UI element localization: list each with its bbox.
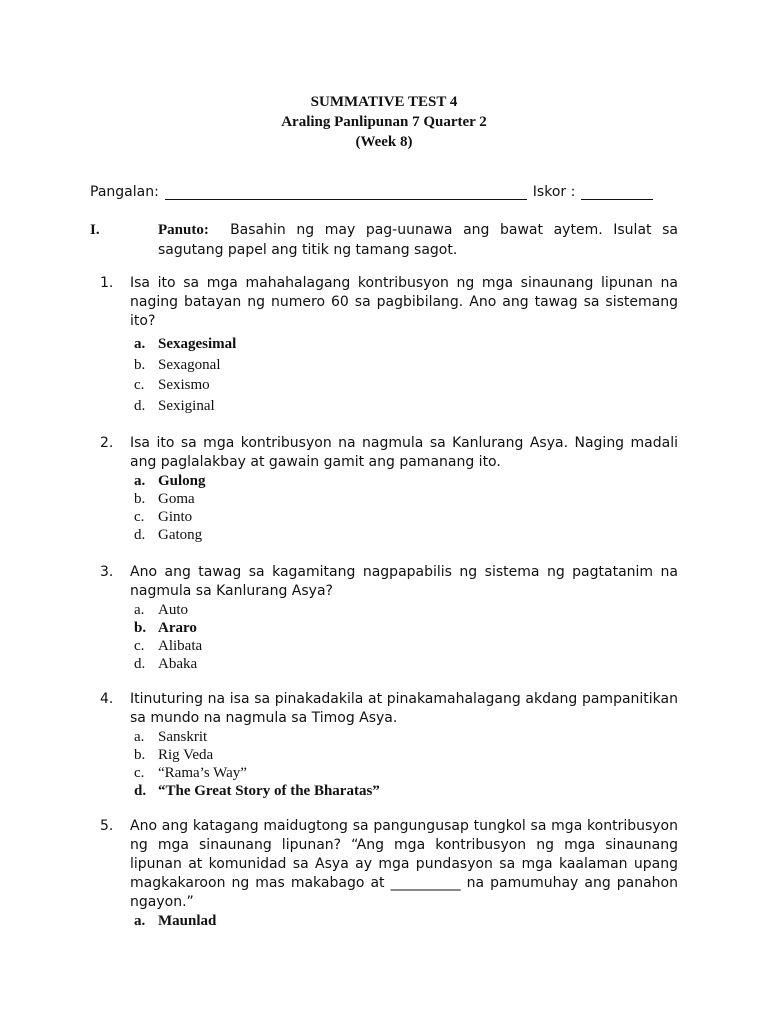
instructions-label: Panuto: (158, 222, 209, 238)
section-number: I. (90, 222, 100, 238)
question-number: 5. (100, 818, 114, 834)
question-number: 1. (100, 275, 114, 291)
score-line (581, 185, 653, 200)
option-b: b. Rig Veda (134, 747, 214, 763)
option-b: b. Araro (134, 620, 197, 636)
option-a: a. Sexagesimal (134, 336, 237, 352)
question-4 (100, 690, 678, 800)
question-3 (100, 563, 678, 673)
option-b: b. Goma (134, 491, 195, 507)
question-2 (100, 434, 678, 544)
option-a: a. Sanskrit (134, 729, 208, 745)
instructions (90, 220, 678, 260)
name-label: Pangalan: (90, 184, 159, 200)
test-header (0, 92, 768, 152)
option-d: d. Sexiginal (134, 397, 215, 414)
option-d: d. “The Great Story of the Bharatas” (134, 783, 380, 799)
option-a: a. Maunlad (134, 913, 217, 929)
option-c: c. Ginto (134, 509, 193, 525)
option-c: c. “Rama’s Way” (134, 765, 247, 781)
question-number: 3. (100, 564, 114, 580)
option-c: c. Sexismo (134, 377, 210, 393)
name-score-row (90, 184, 680, 200)
question-text: Isa ito sa mga mahahalagang kontribusyon ng mga sinaunang lipunan na naging batayan ng numero 60 sa pagbibilang. Ano ang tawag sa sistemang ito? (130, 275, 678, 329)
option-b: b. Sexagonal (134, 356, 221, 373)
question-text: Ano ang tawag sa kagamitang nagpapabilis ng sistema ng pagtatanim na nagmula sa Kanlurang Asya? (130, 564, 678, 599)
test-title: SUMMATIVE TEST 4 (310, 94, 458, 110)
question-5 (100, 817, 678, 931)
question-text: Isa ito sa mga kontribusyon na nagmula sa Kanlurang Asya. Naging madali ang paglalakbay at gawain gamit ang pamanang ito. (130, 435, 678, 470)
option-a: a. Gulong (134, 473, 206, 489)
test-week: (Week 8) (355, 134, 413, 150)
question-text: Ano ang katagang maidugtong sa pangungusap tungkol sa mga kontribusyon ng mga sinaunang lipunan? “Ang mga kontribusyon ng mga sinaunang lipunan at komunidad sa Asya ay mga pundasyon sa mga kaalaman upang magkakaroon ng mas makabago at __________ na pamumuhay ang panahon ngayon.” (130, 818, 678, 910)
option-c: c. Alibata (134, 638, 203, 654)
option-d: d. Gatong (134, 527, 203, 543)
question-number: 4. (100, 691, 114, 707)
test-subtitle: Araling Panlipunan 7 Quarter 2 (281, 114, 487, 130)
score-label: Iskor : (532, 184, 576, 200)
option-a: a. Auto (134, 602, 188, 618)
instructions-text: Basahin ng may pag-uunawa ang bawat aytem. Isulat sa sagutang papel ang titik ng tamang sagot. (158, 222, 678, 258)
question-1 (100, 274, 678, 416)
question-number: 2. (100, 435, 114, 451)
question-text: Itinuturing na isa sa pinakadakila at pinakamahalagang akdang pampanitikan sa mundo na nagmula sa Timog Asya. (130, 691, 678, 726)
option-d: d. Abaka (134, 656, 198, 672)
name-line (165, 185, 527, 200)
